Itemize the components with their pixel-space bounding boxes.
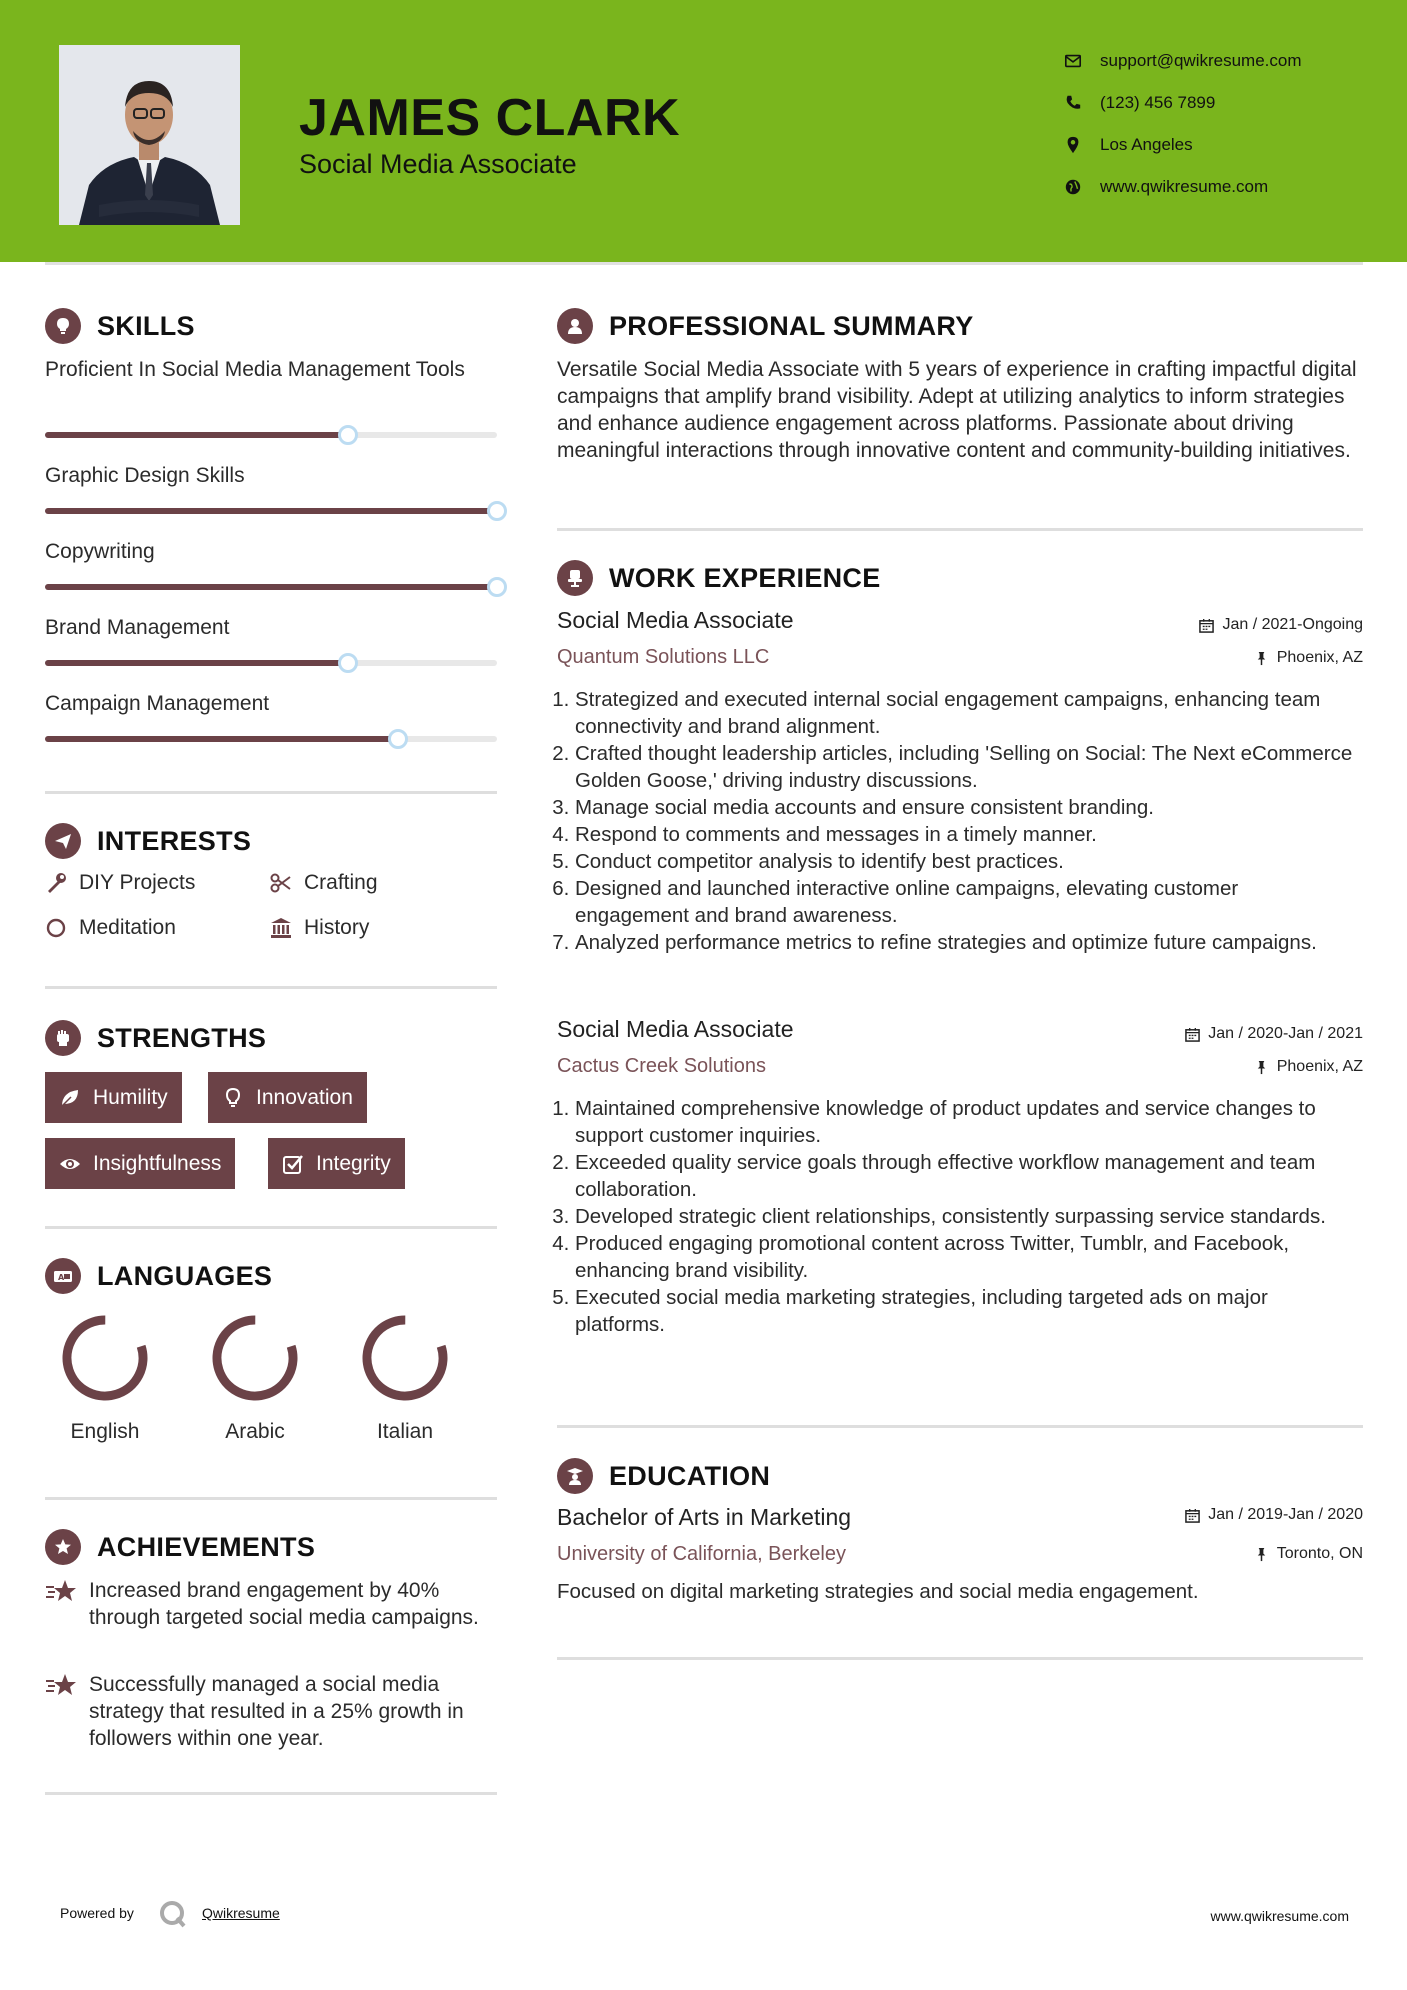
- strength-humility: Humility: [45, 1072, 182, 1123]
- divider: [45, 791, 497, 794]
- job-duties: [557, 686, 1357, 956]
- pushpin-icon: [1254, 651, 1269, 666]
- education-dates: Jan / 2019-Jan / 2020: [1185, 1506, 1363, 1524]
- skill-bar-fill: [45, 508, 497, 514]
- divider: [557, 1657, 1363, 1660]
- language-name: Arabic: [225, 1420, 285, 1443]
- summary-heading: PROFESSIONAL SUMMARY: [557, 308, 974, 344]
- skill-label: Copywriting: [45, 540, 155, 563]
- job-title: Social Media Associate: [557, 1016, 794, 1042]
- language-item: [55, 1310, 155, 1444]
- duty-item: 2. Crafted thought leadership articles, including 'Selling on Social: The Next eCommerce Golden Goose,' driving industry discussions.: [575, 740, 1357, 794]
- language-ring-arc: [207, 1310, 303, 1406]
- office-chair-icon: [557, 560, 593, 596]
- duty-item: 5. Conduct competitor analysis to identify best practices.: [575, 848, 1357, 875]
- company-name: Quantum Solutions LLC: [557, 646, 770, 668]
- circle-icon: [45, 917, 67, 939]
- candidate-name: JAMES CLARK: [299, 89, 681, 147]
- job-duties: [557, 1095, 1357, 1338]
- shooting-star-icon: [45, 1577, 79, 1607]
- skill-label: Brand Management: [45, 616, 230, 639]
- job-location: Phoenix, AZ: [1254, 1058, 1363, 1076]
- job-dates: Jan / 2021-Ongoing: [1199, 616, 1363, 634]
- profile-photo: [59, 45, 240, 225]
- location-text: Los Angeles: [1100, 135, 1193, 154]
- divider: [45, 1792, 497, 1795]
- skills-heading: SKILLS: [45, 308, 195, 344]
- school-name: University of California, Berkeley: [557, 1543, 846, 1565]
- job-title: Social Media Associate: [557, 607, 794, 633]
- language-item: [205, 1310, 305, 1444]
- duty-item: 2. Exceeded quality service goals through effective workflow management and team collaboration.: [575, 1149, 1357, 1203]
- lightbulb-icon: [222, 1087, 244, 1109]
- language-ring-arc: [357, 1310, 453, 1406]
- skill-bar-handle: [388, 729, 408, 749]
- language-card-icon: [45, 1258, 81, 1294]
- skill-label: Proficient In Social Media Management Tools: [45, 358, 465, 381]
- skill-bar-handle: [487, 501, 507, 521]
- qwikresume-logo-icon: [158, 1899, 188, 1929]
- calendar-icon: [1185, 1027, 1200, 1042]
- interest-diy: DIY Projects: [45, 871, 195, 895]
- paper-plane-icon: [45, 823, 81, 859]
- contact-phone[interactable]: [1064, 82, 1302, 124]
- pushpin-icon: [1254, 1060, 1269, 1075]
- fist-icon: [45, 1020, 81, 1056]
- user-icon: [557, 308, 593, 344]
- skill-bar-handle: [338, 425, 358, 445]
- company-name: Cactus Creek Solutions: [557, 1055, 766, 1077]
- lightbulb-icon: [45, 308, 81, 344]
- footer-website-link[interactable]: www.qwikresume.com: [1210, 1908, 1349, 1924]
- languages-heading: A LANGUAGES: [45, 1258, 272, 1294]
- candidate-title: Social Media Associate: [299, 149, 577, 179]
- job-location: Phoenix, AZ: [1254, 649, 1363, 667]
- skill-bar-handle: [487, 577, 507, 597]
- duty-item: 4. Produced engaging promotional content across Twitter, Tumblr, and Facebook, enhancing brand visibility.: [575, 1230, 1357, 1284]
- svg-text:A: A: [58, 1273, 65, 1282]
- strength-insightfulness: Insightfulness: [45, 1138, 235, 1189]
- education-heading: EDUCATION: [557, 1458, 770, 1494]
- language-ring-arc: [57, 1310, 153, 1406]
- skill-bar: [45, 660, 497, 666]
- header-divider: [45, 262, 1363, 265]
- duty-item: 1. Maintained comprehensive knowledge of product updates and service changes to support customer inquiries.: [575, 1095, 1357, 1149]
- globe-icon: [1064, 178, 1082, 196]
- eye-icon: [59, 1153, 81, 1175]
- qwikresume-brand-link[interactable]: Qwikresume: [202, 1905, 280, 1921]
- phone-text: (123) 456 7899: [1100, 93, 1216, 112]
- skill-label: Graphic Design Skills: [45, 464, 245, 487]
- phone-icon: [1064, 94, 1082, 112]
- duty-item: 3. Developed strategic client relationships, consistently surpassing service standards.: [575, 1203, 1357, 1230]
- duty-item: 5. Executed social media marketing strategies, including targeted ads on major platforms.: [575, 1284, 1357, 1338]
- divider: [45, 1226, 497, 1229]
- strength-integrity: Integrity: [268, 1138, 405, 1189]
- graduate-icon: [557, 1458, 593, 1494]
- summary-text: Versatile Social Media Associate with 5 years of experience in crafting impactful digital campaigns that amplify brand visibility. Adept at utilizing analytics to inform strategies and enhance audience engagement across platforms. Passionate about driving meaningful interactions through innovative content and community-building initiatives.: [557, 358, 1357, 462]
- education-location: Toronto, ON: [1254, 1545, 1363, 1563]
- experience-heading: WORK EXPERIENCE: [557, 560, 881, 596]
- contact-list: [1064, 40, 1302, 208]
- powered-by-text: Powered by: [60, 1905, 134, 1921]
- calendar-icon: [1199, 618, 1214, 633]
- achievements-heading: ACHIEVEMENTS: [45, 1529, 315, 1565]
- skill-bar-handle: [338, 653, 358, 673]
- skill-bar-fill: [45, 432, 348, 438]
- interest-history: History: [270, 916, 369, 940]
- email-text: support@qwikresume.com: [1100, 51, 1302, 70]
- skill-bar: [45, 584, 497, 590]
- language-name: Italian: [376, 1420, 434, 1443]
- duty-item: 3. Manage social media accounts and ensure consistent branding.: [575, 794, 1357, 821]
- contact-email[interactable]: [1064, 40, 1302, 82]
- skill-bar: [45, 508, 497, 514]
- job-dates: Jan / 2020-Jan / 2021: [1185, 1025, 1363, 1043]
- achievement-item: Increased brand engagement by 40% through targeted social media campaigns.: [45, 1577, 500, 1631]
- museum-icon: [270, 917, 292, 939]
- language-item: [355, 1310, 455, 1444]
- scissors-icon: [270, 872, 292, 894]
- star-badge-icon: [45, 1529, 81, 1565]
- language-ring: [57, 1310, 153, 1406]
- strength-innovation: Innovation: [208, 1072, 367, 1123]
- strengths-heading: STRENGTHS: [45, 1020, 266, 1056]
- divider: [45, 1497, 497, 1500]
- contact-website[interactable]: [1064, 166, 1302, 208]
- header-banner: [0, 0, 1407, 262]
- skill-bar: [45, 432, 497, 438]
- divider: [45, 986, 497, 989]
- skill-bar-fill: [45, 584, 497, 590]
- skill-bar-fill: [45, 736, 398, 742]
- divider: [557, 1425, 1363, 1428]
- check-square-icon: [282, 1153, 304, 1175]
- pushpin-icon: [1254, 1547, 1269, 1562]
- language-name: English: [70, 1420, 140, 1443]
- duty-item: 6. Designed and launched interactive online campaigns, elevating customer engagement and brand awareness.: [575, 875, 1357, 929]
- duty-item: 4. Respond to comments and messages in a timely manner.: [575, 821, 1357, 848]
- skill-bar: [45, 736, 497, 742]
- skill-label: Campaign Management: [45, 692, 270, 715]
- envelope-icon: [1064, 52, 1082, 70]
- leaf-icon: [59, 1087, 81, 1109]
- interest-crafting: Crafting: [270, 871, 378, 895]
- calendar-icon: [1185, 1508, 1200, 1523]
- duty-item: 1. Strategized and executed internal social engagement campaigns, enhancing team connectivity and brand alignment.: [575, 686, 1357, 740]
- degree-title: Bachelor of Arts in Marketing: [557, 1504, 852, 1530]
- skill-bar-fill: [45, 660, 348, 666]
- interest-meditation: Meditation: [45, 916, 176, 940]
- shooting-star-icon: [45, 1671, 79, 1701]
- language-ring: [357, 1310, 453, 1406]
- education-description: Focused on digital marketing strategies and social media engagement.: [557, 1580, 1199, 1603]
- wrench-icon: [45, 872, 67, 894]
- website-text: www.qwikresume.com: [1100, 177, 1269, 196]
- divider: [557, 528, 1363, 531]
- contact-location: [1064, 124, 1302, 166]
- map-pin-icon: [1064, 136, 1082, 154]
- language-ring: [207, 1310, 303, 1406]
- duty-item: 7. Analyzed performance metrics to refine strategies and optimize future campaigns.: [575, 929, 1357, 956]
- achievement-item: Successfully managed a social media strategy that resulted in a 25% growth in followers within one year.: [45, 1671, 500, 1752]
- interests-heading: INTERESTS: [45, 823, 251, 859]
